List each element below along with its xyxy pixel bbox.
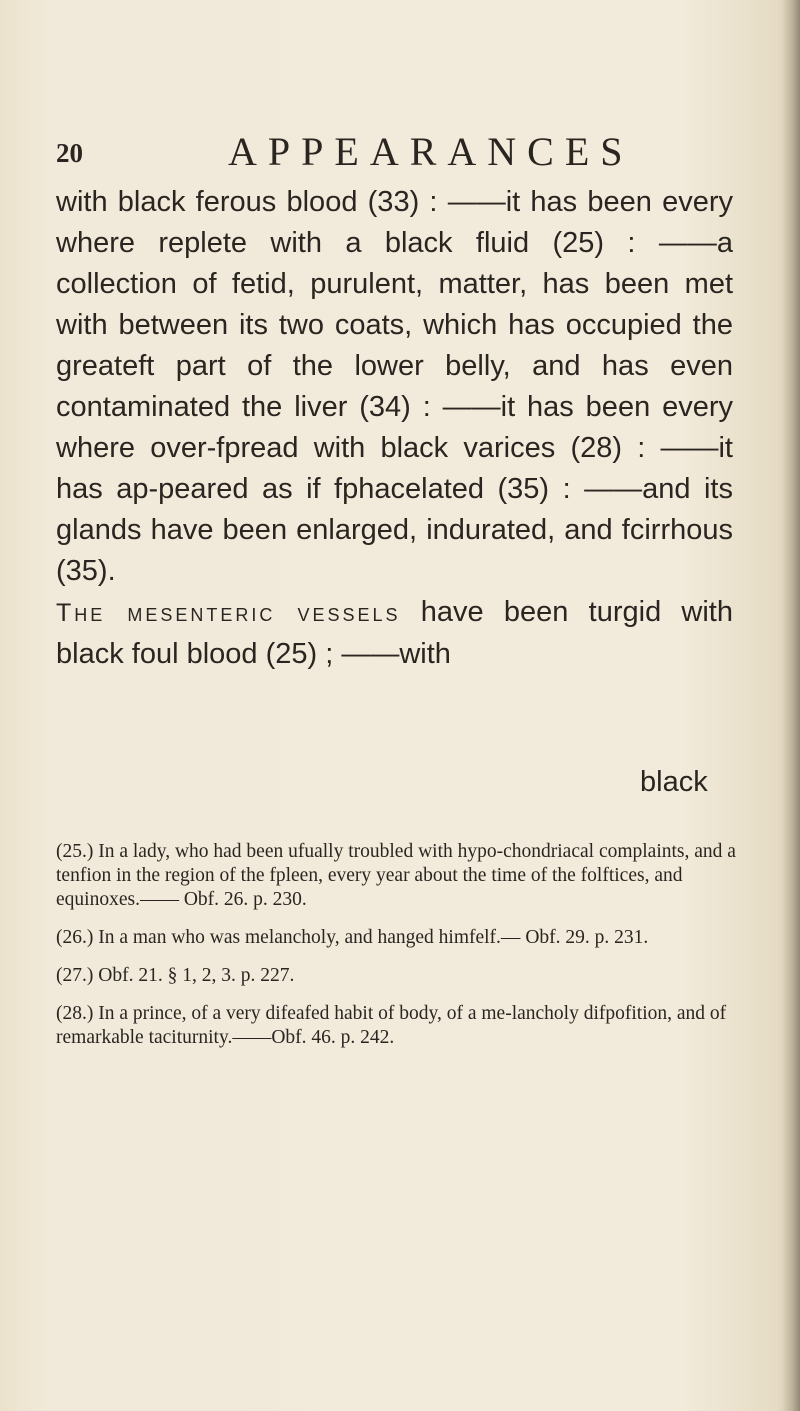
- running-head: APPEARANCES: [228, 129, 634, 174]
- footnote-text: (27.) Obf. 21. § 1, 2, 3. p. 227.: [56, 965, 295, 986]
- footnote-28: [56, 1002, 736, 1050]
- paragraph-2: [56, 592, 733, 675]
- footnote-ref: Obf. 26. p. 230.: [183, 889, 307, 910]
- paragraph-1: with black ferous blood (33) : ——it has been every where replete with a black fluid (25) : ——a collection of fetid, purulent, matter, has been met with between its two coats, which has occupied the greateft part of the lower belly, and has even contaminated the liver (34) : ——it has been every where over-fpread with black varices (28) : ——it has ap-peared as if fphacelated (35) : ——and its glands have been enlarged, indurated, and fcirrhous (35).: [56, 186, 733, 587]
- page-number: 20: [56, 138, 83, 168]
- footnote-text: (26.) In a man who was melancholy, and hanged himfelf.—: [56, 927, 521, 948]
- footnotes: [56, 840, 736, 1064]
- page-header: [56, 128, 696, 178]
- footnote-25: [56, 840, 736, 912]
- paragraph-2-text: have been turgid with black foul blood (25) ; ——with: [56, 596, 733, 670]
- mesenteric-vessels-heading: The mesenteric vessels: [56, 599, 401, 627]
- footnote-text: (28.) In a prince, of a very difeafed habit of body, of a me-lancholy difpofition, and of remarkable taciturnity.——Obf. 46. p. 242.: [56, 1003, 727, 1048]
- page-edge-shadow: [782, 0, 800, 1411]
- footnote-26: [56, 926, 736, 950]
- main-text: [56, 182, 733, 675]
- footnote-ref: Obf. 29. p. 231.: [525, 927, 649, 948]
- catchword: black: [640, 766, 708, 798]
- footnote-text: (25.) In a lady, who had been ufually troubled with hypo-chondriacal complaints, and a tenfion in the region of the fpleen, every year about the time of the folftices, and equinoxes.——: [56, 841, 736, 910]
- footnote-27: [56, 964, 736, 988]
